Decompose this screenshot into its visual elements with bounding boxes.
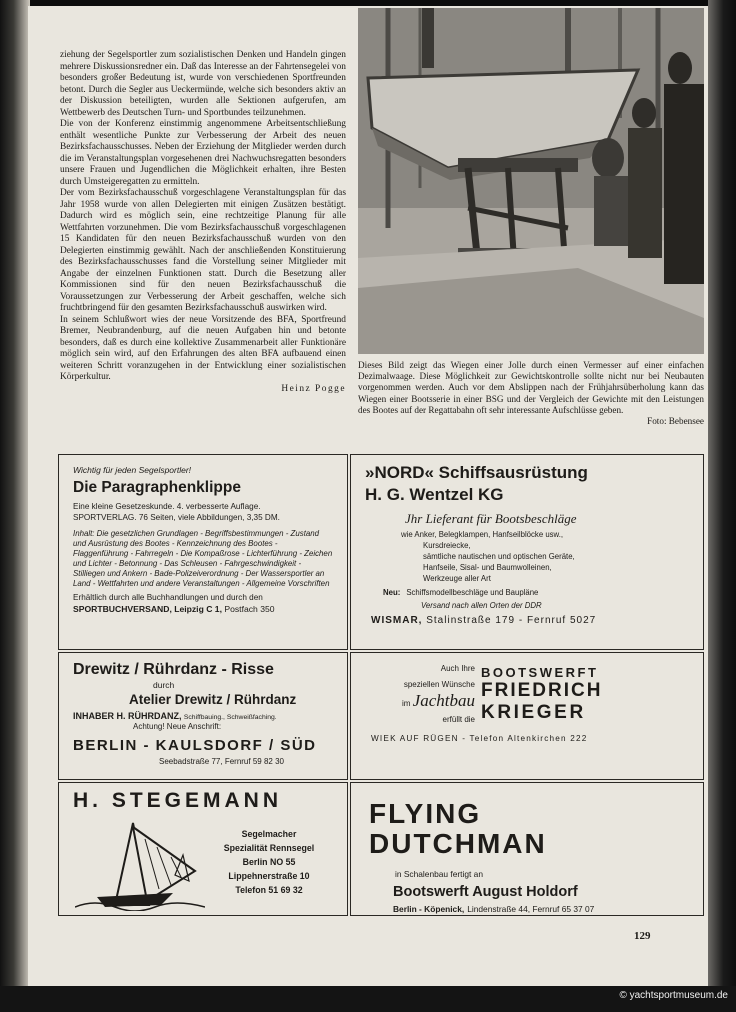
ad1-title: Die Paragraphenklippe bbox=[73, 479, 241, 496]
ad1-line2: SPORTVERLAG. 76 Seiten, viele Abbildungen, 3,35 DM. bbox=[73, 512, 280, 522]
ad5-details bbox=[209, 827, 329, 897]
photo-illustration bbox=[358, 8, 704, 354]
ad3-city: BERLIN - KAULSDORF / SÜD bbox=[73, 737, 317, 754]
photo-caption bbox=[358, 360, 704, 427]
photo-credit: Foto: Bebensee bbox=[647, 416, 704, 427]
ad2-new-label: Neu: bbox=[383, 588, 401, 597]
page-number: 129 bbox=[634, 930, 651, 942]
ad5-title: H. STEGEMANN bbox=[73, 789, 283, 812]
ad4-line4: erfüllt die bbox=[442, 715, 475, 724]
ad4-line2: speziellen Wünsche bbox=[403, 680, 475, 689]
ad2-item: Kursdreiecke, bbox=[423, 541, 471, 550]
article-column bbox=[60, 50, 346, 395]
ad-drewitz-ruehrdanz bbox=[58, 652, 348, 780]
ad5-line: Berlin NO 55 bbox=[242, 857, 296, 867]
ad1-vendor-box: Postfach 350 bbox=[224, 603, 275, 614]
ad5-line: Segelmacher bbox=[241, 829, 297, 839]
ad2-new bbox=[383, 588, 689, 597]
ad1-kicker: Wichtig für jeden Segelsportler! bbox=[73, 465, 192, 475]
ad4-address: WIEK AUF RÜGEN - Telefon Altenkirchen 222 bbox=[371, 734, 588, 743]
ad3-owner bbox=[73, 711, 333, 721]
ad-paragraphenklippe bbox=[58, 454, 348, 650]
ad3-owner-label: INHABER H. RÜHRDANZ, bbox=[73, 711, 182, 721]
book-binding bbox=[0, 0, 30, 1012]
ad4-left-text bbox=[365, 661, 481, 728]
ad1-availability: Erhältlich durch alle Buchhandlungen und durch den bbox=[73, 593, 263, 602]
ad4-jachtbau: Jachtbau bbox=[412, 691, 475, 710]
ad4-line3 bbox=[365, 693, 475, 712]
ad6-sub: in Schalenbau fertigt an bbox=[395, 869, 483, 879]
ad-flying-dutchman bbox=[350, 782, 704, 916]
ad6-city: Berlin - Köpenick, bbox=[393, 904, 465, 914]
article-paragraph: ziehung der Segelsportler zum sozialistischen Denken und Handeln gingen mehrere Diskussionsredner ein. Daß das Interesse an der Fahrtensegelei von besonders großer Bedeutung ist, wurde von verschiedenen Sportfreunden betont. Durch die Segler aus Ueckermünde, welche sich besonders aktiv an der Diskussion beteiligten, wurden alle Sektionen aufgerufen, am Wettbewerb des Deutschen Turn- und Sportbundes teilzunehmen. bbox=[60, 50, 346, 118]
ad3-owner-note: Schiffbauing., Schweißfaching. bbox=[183, 714, 277, 721]
ad4-right-text bbox=[481, 665, 602, 724]
photo-boat-weighing bbox=[358, 8, 704, 354]
ad5-line: Telefon 51 69 32 bbox=[235, 885, 303, 895]
ad2-item: sämtliche nautischen und optischen Geräte, bbox=[423, 552, 575, 561]
ad4-line3-prefix: im bbox=[401, 699, 411, 708]
ad-nord-schiffsausruestung bbox=[350, 454, 704, 650]
article-paragraph: Der vom Bezirksfachausschuß vorgeschlagene Veranstaltungsplan für das Jahr 1958 wurde von allen Delegierten mit einigen Zusätzen bestätigt. Dadurch wird es möglich sein, eine rechtzeitige Planung für alle Wettfahrten vorzunehmen. Die vom Bezirksfachausschuß vorgeschlagenen 15 Kandidaten für den neuen Bezirksfachausschuß wurden von den Delegierten einstimmig gewählt. Nach der anschließenden Konstituierung des Bezirksfachausschusses fand die Vorstellung seiner Mitglieder mit Angabe der einzelnen Funktionen statt. Durch die Besetzung aller Kommissionen sind für den neuen Bezirksfachausschuß die Voraussetzungen zur Verbesserung der Arbeit geschaffen, welche sich fruchtbringend für den gesamten Bezirksfachausschuß auswirken wird. bbox=[60, 188, 346, 313]
article-paragraph: Die von der Konferenz einstimmig angenommene Arbeitsentschließung enthält wesentliche Punkte zur Verbesserung der Arbeit des neuen Bezirksfachausschusses. Neben der Erziehung der Mitglieder werden durch die im Veranstaltungsplan vorgesehenen drei Nachwuchsregatten besonders unsere Frauen und Jugendlichen die Möglichkeit erhalten, ihre Besten durch Umsteigeregatten zu ermitteln. bbox=[60, 119, 346, 187]
ad2-tagline: Jhr Lieferant für Bootsbeschläge bbox=[405, 511, 577, 526]
ad5-line: Spezialität Rennsegel bbox=[223, 843, 315, 853]
ad3-title: Drewitz / Rührdanz - Risse bbox=[73, 661, 274, 678]
ad3-atelier: Atelier Drewitz / Rührdanz bbox=[129, 692, 297, 707]
ad4-body bbox=[365, 661, 689, 728]
ad2-title2: H. G. Wentzel KG bbox=[365, 485, 504, 504]
sailboat-illustration bbox=[75, 815, 205, 911]
watermark: © yachtsportmuseum.de bbox=[619, 990, 728, 1001]
ad6-title2: DUTCHMAN bbox=[369, 828, 547, 859]
ad2-address bbox=[371, 615, 689, 626]
ad3-street: Seebadstraße 77, Fernruf 59 82 30 bbox=[159, 757, 284, 766]
ad3-durch: durch bbox=[153, 680, 175, 690]
ad-bootswerft-krieger bbox=[350, 652, 704, 780]
ad4-bootswerft: BOOTSWERFT bbox=[481, 665, 599, 680]
ad3-notice: Achtung! Neue Anschrift: bbox=[133, 722, 222, 731]
ad6-yard: Bootswerft August Holdorf bbox=[393, 884, 578, 900]
ad2-new-text: Schiffsmodellbeschläge und Baupläne bbox=[406, 588, 539, 597]
ad1-line1: Eine kleine Gesetzeskunde. 4. verbesserte Auflage. bbox=[73, 502, 261, 511]
ad2-item: Hanfseile, Sisal- und Baumwolleinen, bbox=[423, 563, 552, 572]
ad6-title1: FLYING bbox=[369, 798, 482, 829]
ad6-address bbox=[393, 904, 685, 914]
ad4-krieger: KRIEGER bbox=[481, 702, 586, 723]
ad4-line1: Auch Ihre bbox=[440, 664, 475, 673]
ad-stegemann bbox=[58, 782, 348, 916]
ad1-contents: Inhalt: Die gesetzlichen Grundlagen - Begriffsbestimmungen - Zustand und Ausrüstung des Bootes - Kennzeichnung des Bootes - Flaggenführung - Fahrregeln - Die Kompaßrose - Lichterführung - Zeichen und Lichter - Betonnung - Das Schleusen - Fahrgeschwindigkeit - Stilliegen und Ankern - Bade-Polizeiverordnung - Der Wassersportler an Land - Wettfahrten und andere Veranstaltungen - Allgemeine Vorschriften bbox=[73, 529, 333, 588]
ad2-street: Stalinstraße 179 - Fernruf 5027 bbox=[426, 615, 597, 626]
page-edge bbox=[708, 0, 736, 990]
ad5-line: Lippehnerstraße 10 bbox=[228, 871, 310, 881]
ad6-street: Lindenstraße 44, Fernruf 65 37 07 bbox=[467, 904, 595, 914]
ad2-shipping: Versand nach allen Orten der DDR bbox=[421, 601, 542, 610]
ad1-vendor-name: SPORTBUCHVERSAND, Leipzig C 1, bbox=[73, 603, 222, 614]
ad2-item-list bbox=[401, 529, 689, 584]
article-author: Heinz Pogge bbox=[281, 383, 346, 394]
ad2-item: Werkzeuge aller Art bbox=[423, 574, 491, 583]
caption-text: Dieses Bild zeigt das Wiegen einer Jolle durch einen Vermesser auf einer einfachen Dezimalwaage. Diese Möglichkeit zur Gewichtskontrolle sollte nicht nur bei Neubauten vorgenommen werden. Auch vor dem Abslippen nach der Frühjahrsüberholung kann das Wiegen einer Bootsserie in einer BSG und der Vergleich der Gewichte mit den Leistungen des Bootes auf der Regattabahn oft sehr interessante Aufschlüsse geben. bbox=[358, 360, 704, 415]
ad2-item: wie Anker, Belegklampen, Hanfseilblöcke usw., bbox=[401, 530, 564, 539]
ad2-city: WISMAR, bbox=[371, 615, 423, 626]
ad2-title1: »NORD« Schiffsausrüstung bbox=[365, 463, 588, 482]
ad1-vendor bbox=[73, 604, 333, 614]
article-paragraph: In seinem Schlußwort wies der neue Vorsitzende des BFA, Sportfreund Bremer, Neubrandenburg, auf die neuen Aufgaben hin und betonte besonders, daß es durch eine kollektive Zusammenarbeit aller Funktionäre möglich sein wird, auf den Erfahrungen des alten BFA aufbauend einen weiteren Schritt voranzugehen in der Entwicklung einer sozialistischen Körperkultur. bbox=[60, 314, 346, 382]
ad4-friedrich: FRIEDRICH bbox=[481, 680, 603, 701]
